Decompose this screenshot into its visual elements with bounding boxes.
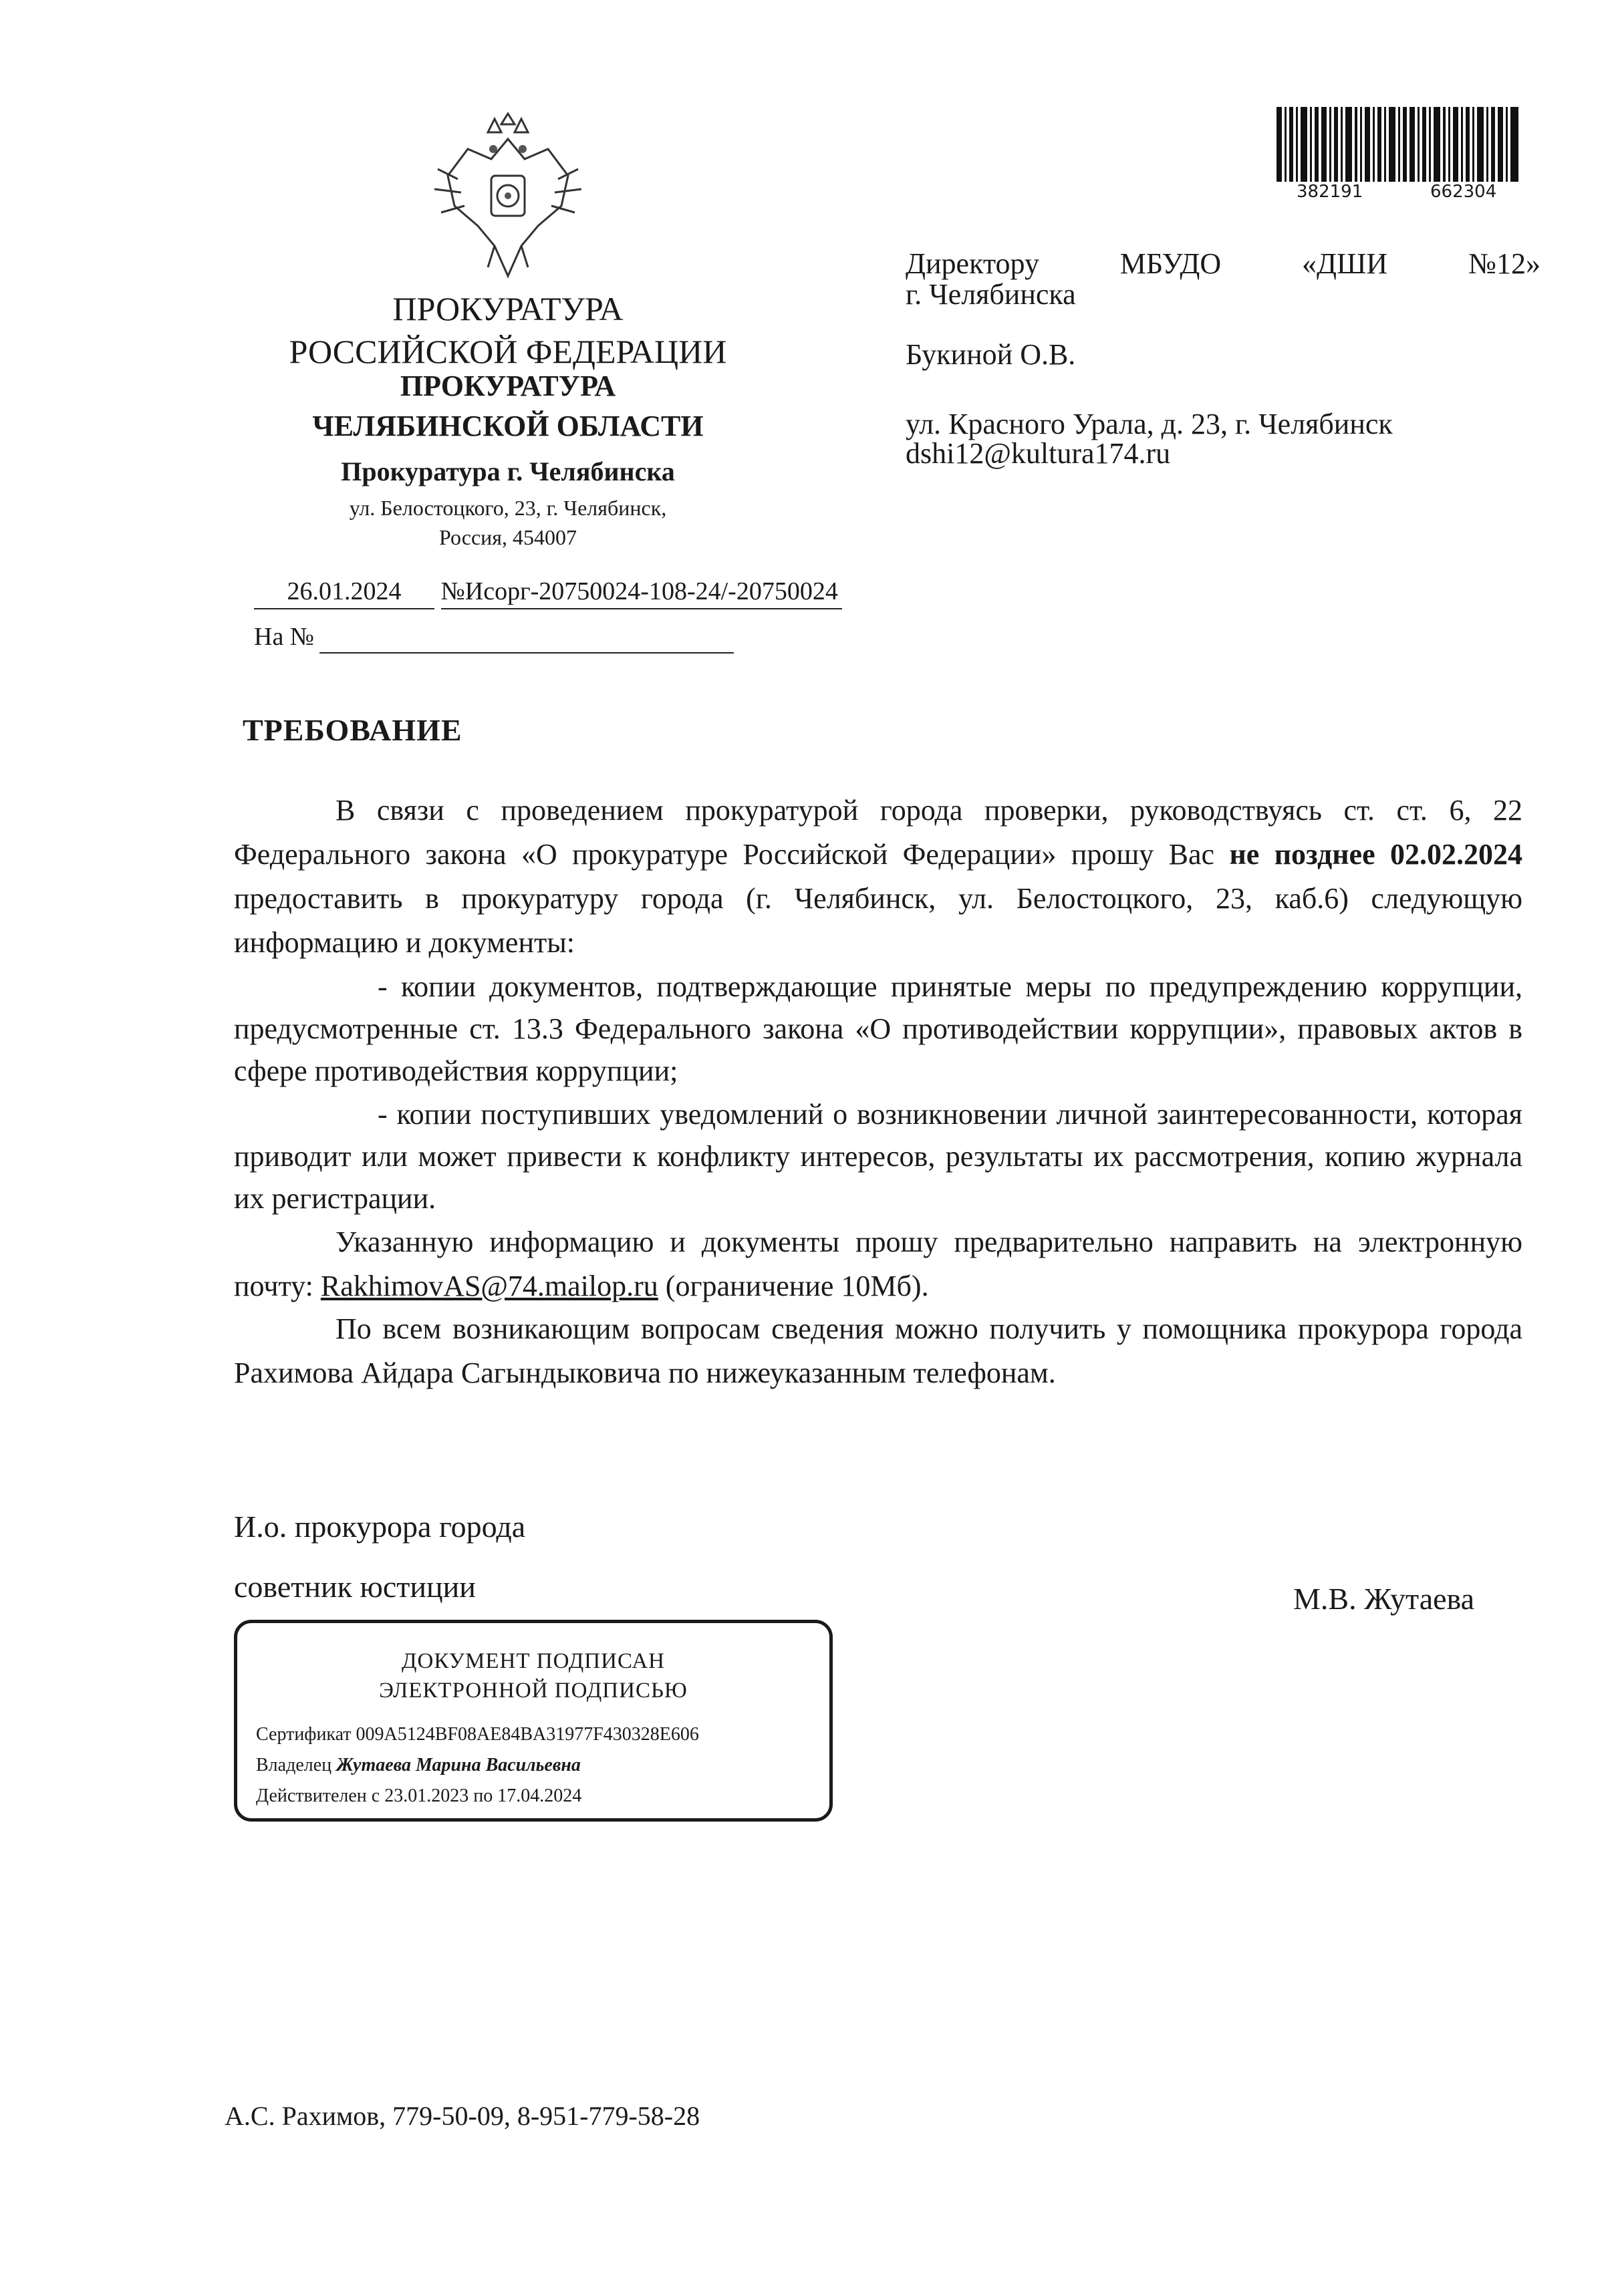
coat-of-arms-emblem — [428, 112, 588, 279]
recipient-email: dshi12@kultura174.ru — [906, 437, 1171, 470]
signatory-name: М.В. Жутаева — [1293, 1582, 1475, 1616]
p1-text-a: В связи с проведением прокуратурой города проверки, руководствуясь ст. ст. 6, 22 Федерального закона «О прокуратуре Российской Федерации» прошу Вас — [234, 794, 1522, 871]
stamp-title-2: ЭЛЕКТРОННОЙ ПОДПИСЬЮ — [379, 1679, 688, 1703]
org-line-3: ПРОКУРАТУРА — [400, 370, 616, 402]
address-line-2: Россия, 454007 — [438, 525, 577, 549]
recipient-city: г. Челябинска — [906, 278, 1076, 311]
p2-text-b: (ограничение 10Мб). — [658, 1270, 929, 1302]
list-item-2: - копии поступивших уведомлений о возникновении личной заинтересованности, которая приводит или может привести к конфликту интересов, результаты их рассмотрения, копию журнала их регистрации. — [234, 1098, 1522, 1215]
stamp-owner — [256, 1754, 581, 1777]
list-item-1: - копии документов, подтверждающие принятые меры по предупреждению коррупции, предусмотренные ст. 13.3 Федерального закона «О противодействии коррупции», правовых актов в сфере противодействия коррупции; — [234, 970, 1522, 1087]
valid-label: Действителен с — [256, 1785, 380, 1806]
reply-to-row — [254, 620, 734, 654]
barcode-image — [1277, 107, 1518, 182]
valid-to-label: по — [473, 1785, 493, 1806]
stamp-validity — [256, 1785, 581, 1808]
contact-email-link[interactable]: RakhimovAS@74.mailop.ru — [320, 1270, 658, 1302]
org-line-2: РОССИЙСКОЙ ФЕДЕРАЦИИ — [289, 333, 727, 370]
signatory-rank: советник юстиции — [234, 1570, 476, 1604]
org-city: Прокуратура г. Челябинска — [341, 456, 675, 486]
body-paragraph-1 — [234, 788, 1522, 965]
executor-contact: А.С. Рахимов, 779-50-09, 8-951-779-58-28 — [225, 2101, 700, 2131]
org-address — [221, 493, 795, 552]
document-number: №Исорг-20750024-108-24/-20750024 — [441, 575, 842, 609]
cert-label: Сертификат — [256, 1724, 352, 1745]
document-title: ТРЕБОВАНИЕ — [243, 713, 462, 747]
cert-value: 009A5124BF08AE84BA31977F430328E606 — [356, 1724, 699, 1745]
reference-row — [254, 575, 842, 609]
body-paragraph-2 — [234, 1220, 1522, 1308]
stamp-title-1: ДОКУМЕНТ ПОДПИСАН — [401, 1649, 666, 1673]
address-line-1: ул. Белостоцкого, 23, г. Челябинск, — [349, 496, 667, 520]
body-paragraph-3: По всем возникающим вопросам сведения можно получить у помощника прокурора города Рахимова Айдара Сагындыковича по нижеуказанным телефонам. — [234, 1312, 1522, 1389]
signatory-position: И.о. прокурора города — [234, 1510, 526, 1544]
barcode-digits-right: 662304 — [1430, 182, 1497, 202]
document-date: 26.01.2024 — [254, 575, 434, 609]
p2-text-a: Указанную информацию и документы прошу предварительно направить на электронную почту: — [234, 1226, 1522, 1302]
stamp-certificate — [256, 1723, 699, 1746]
org-line-1: ПРОКУРАТУРА — [392, 290, 624, 327]
electronic-signature-stamp — [234, 1620, 833, 1822]
reply-to-blank-line — [319, 627, 734, 654]
recipient-word-3: «ДШИ — [1301, 247, 1388, 280]
recipient-address: ул. Красного Урала, д. 23, г. Челябинск — [906, 408, 1393, 440]
org-line-4: ЧЕЛЯБИНСКОЙ ОБЛАСТИ — [312, 410, 704, 442]
p1-deadline: не позднее 02.02.2024 — [1229, 838, 1523, 871]
recipient-name: Букиной О.В. — [906, 338, 1076, 371]
owner-value: Жутаева Марина Васильевна — [336, 1755, 581, 1775]
org-header — [221, 287, 795, 373]
recipient-word-4: №12» — [1468, 247, 1540, 280]
barcode-digits-left: 382191 — [1297, 182, 1363, 202]
org-regional — [221, 366, 795, 446]
owner-label: Владелец — [256, 1755, 332, 1775]
recipient-title — [906, 249, 1540, 279]
valid-from: 23.01.2023 — [384, 1785, 469, 1806]
recipient-word-1: Директору — [906, 247, 1039, 280]
recipient-word-2: МБУДО — [1119, 247, 1222, 280]
p1-text-b: предоставить в прокуратуру города (г. Челябинск, ул. Белостоцкого, 23, каб.6) следующую информацию и документы: — [234, 882, 1522, 959]
valid-to: 17.04.2024 — [497, 1785, 582, 1806]
reply-to-label: На № — [254, 623, 315, 651]
